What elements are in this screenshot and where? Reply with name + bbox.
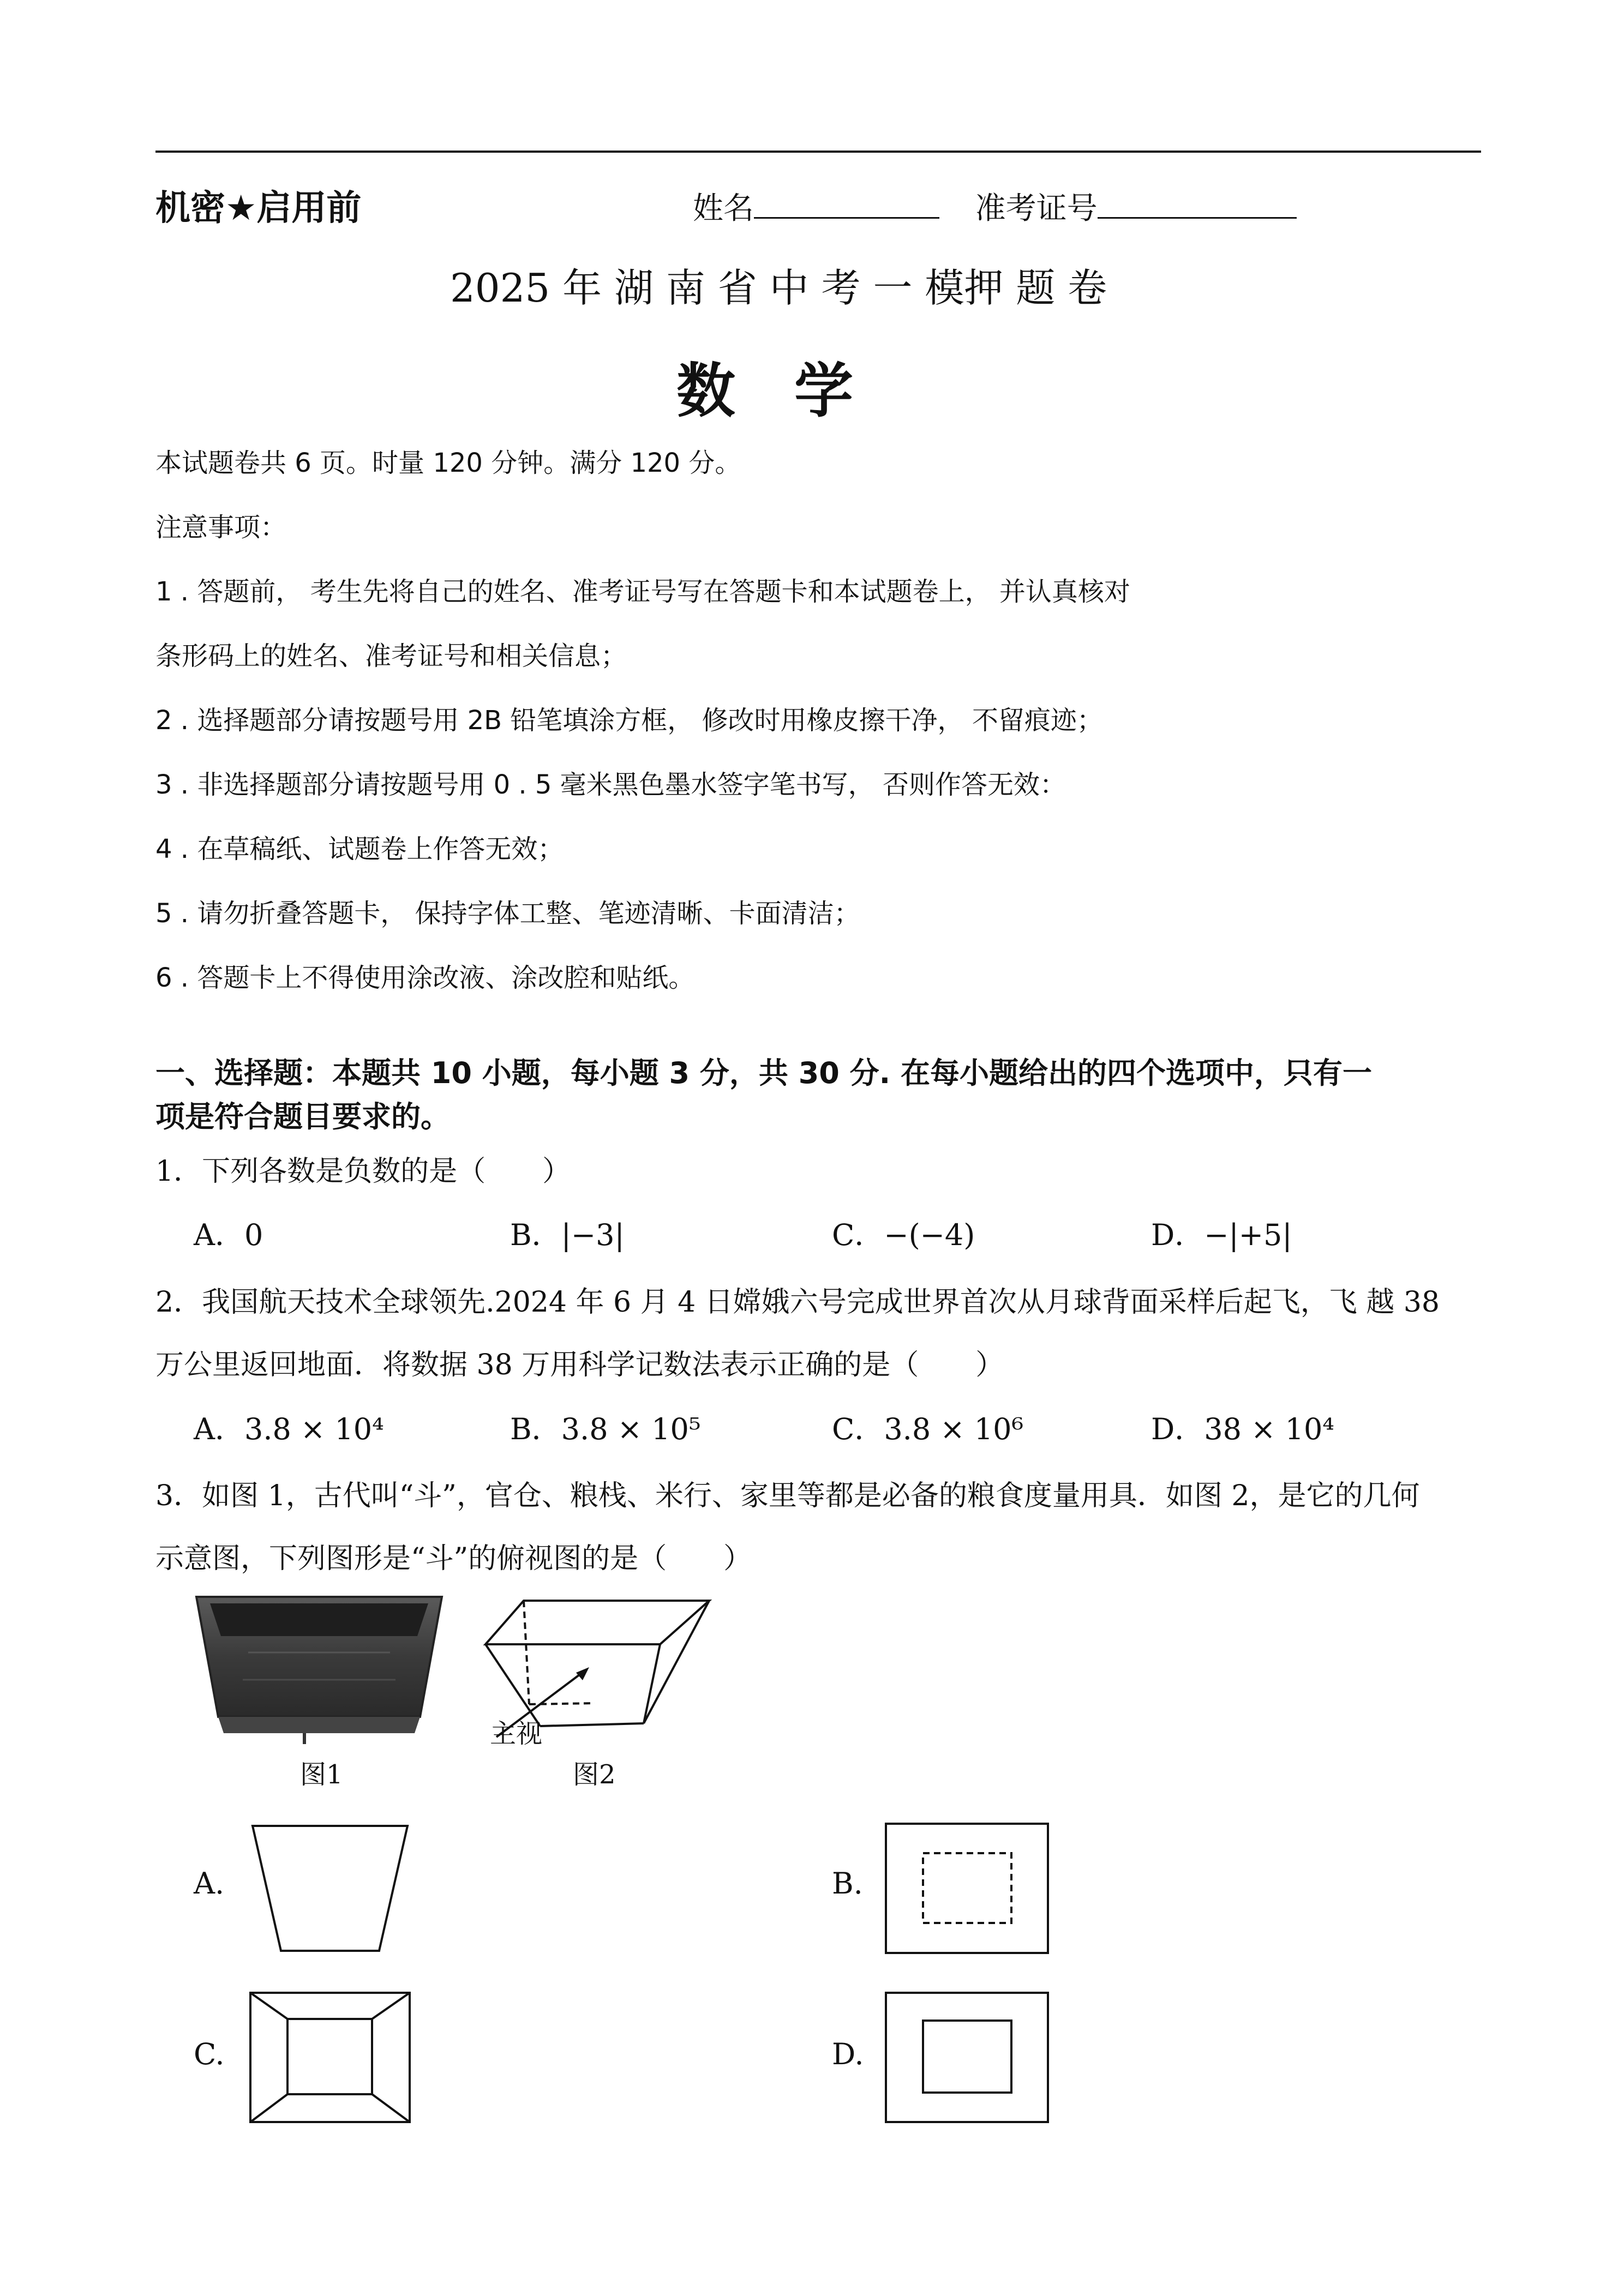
figure-1-caption: 图1 [300, 1759, 343, 1790]
question-2-stem: 2．我国航天技术全球领先.2024 年 6 月 4 日嫦娥六号完成世界首次从月球背面采样后起飞，飞 越 38 [155, 1286, 1440, 1319]
q1-option-b: B．|−3| [510, 1218, 625, 1252]
subject-title: 数 学 [676, 357, 854, 425]
q2-option-c: C．3.8 × 10⁶ [832, 1412, 1024, 1446]
q3-option-c-label: C. [194, 2037, 225, 2071]
question-2-stem-cont: 万公里返回地面．将数据 38 万用科学记数法表示正确的是（ ） [155, 1349, 1004, 1381]
notice-item: 条形码上的姓名、准考证号和相关信息； [155, 641, 627, 671]
q3-option-d-label: D. [832, 2037, 864, 2071]
q3-option-a-label: A. [194, 1866, 225, 1901]
name-blank [754, 190, 939, 219]
question-3-stem-cont: 示意图，下列图形是“斗”的俯视图的是（ ） [155, 1542, 752, 1575]
notice-item: 1 . 答题前， 考生先将自己的姓名、准考证号写在答题卡和本试题卷上， 并认真核对 [155, 576, 1130, 607]
exam-summary: 本试题卷共 6 页。时量 120 分钟。满分 120 分。 [155, 448, 741, 478]
exam-title: 2025 年 湖 南 省 中 考 一 模押 题 卷 [450, 265, 1107, 311]
figure-1-photo [194, 1592, 445, 1756]
name-label: 姓名 [693, 191, 754, 226]
notice-title: 注意事项： [155, 512, 287, 543]
q1-option-d: D．−|+5| [1151, 1218, 1292, 1252]
notice-item: 2 . 选择题部分请按题号用 2B 铅笔填涂方框， 修改时用橡皮擦干净， 不留痕迹； [155, 705, 1103, 736]
figure-2-caption: 图2 [573, 1759, 616, 1790]
notice-item: 3 . 非选择题部分请按题号用 0 . 5 毫米黑色墨水签字笔书写， 否则作答无效： [155, 770, 1066, 800]
exam-number-blank [1098, 190, 1297, 219]
notice-item: 5 . 请勿折叠答题卡， 保持字体工整、笔迹清晰、卡面清洁； [155, 898, 860, 929]
q2-option-d: D．38 × 10⁴ [1151, 1412, 1334, 1446]
q3-option-b-label: B. [832, 1866, 863, 1901]
name-field [693, 184, 1297, 228]
exam-number-label: 准考证号 [975, 191, 1098, 226]
q3-option-b-figure [884, 1822, 1050, 1955]
q3-option-c-figure [248, 1991, 412, 2124]
notice-item: 6 . 答题卡上不得使用涂改液、涂改腔和贴纸。 [155, 963, 695, 993]
q1-option-c: C．−(−4) [832, 1218, 975, 1252]
q3-option-d-figure [884, 1991, 1050, 2124]
top-rule [155, 151, 1481, 153]
confidential-label: 机密★启用前 [155, 188, 362, 229]
q1-option-a: A．0 [194, 1218, 263, 1252]
front-view-label: 主视 [490, 1718, 543, 1749]
question-3-stem: 3．如图 1，古代叫“斗”，官仓、粮栈、米行、家里等都是必备的粮食度量用具．如图 2，是它的几何 [155, 1480, 1420, 1512]
question-1-stem: 1．下列各数是负数的是（ ） [155, 1155, 571, 1188]
q3-option-a-figure [248, 1822, 412, 1955]
section-heading-cont: 项是符合题目要求的。 [155, 1099, 450, 1134]
section-heading: 一、选择题：本题共 10 小题，每小题 3 分，共 30 分. 在每小题给出的四个选项中，只有一 [155, 1056, 1372, 1090]
notice-item: 4 . 在草稿纸、试题卷上作答无效； [155, 834, 564, 864]
q2-option-a: A．3.8 × 10⁴ [194, 1412, 384, 1446]
q2-option-b: B．3.8 × 10⁵ [510, 1412, 701, 1446]
